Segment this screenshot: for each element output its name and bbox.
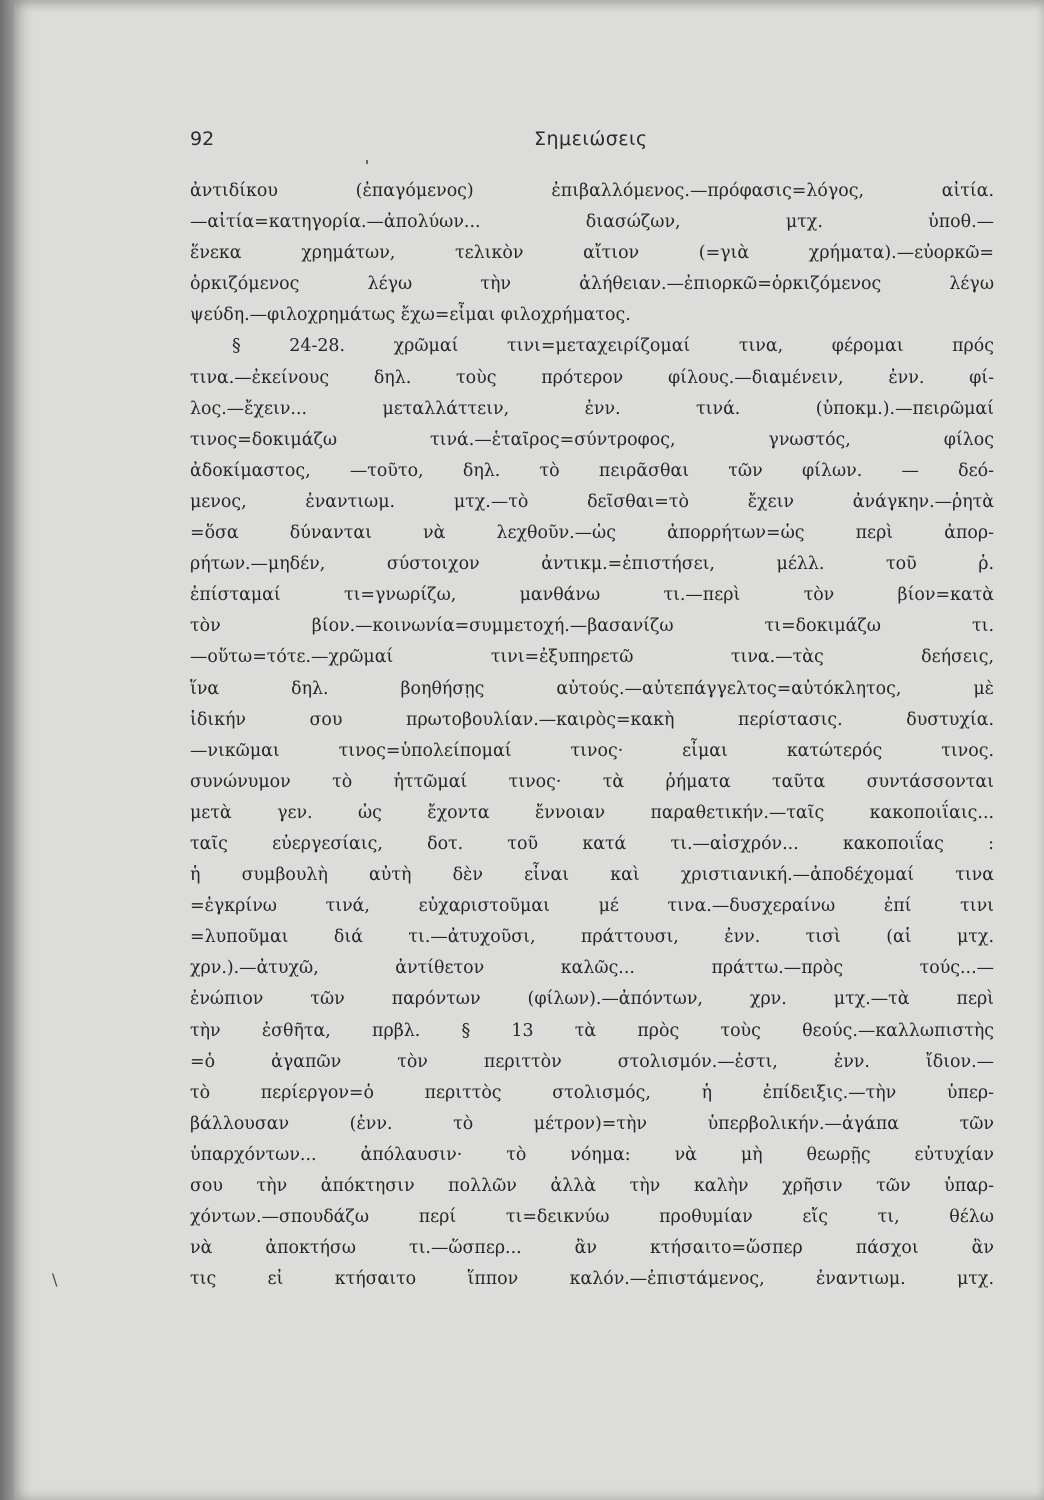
- page-header: [14, 128, 1044, 158]
- text-line: χόντων.—σπουδάζω περί τι=δεικνύω προθυμίαν εἴς τι, θέλω: [190, 1207, 994, 1228]
- text-line: ὁρκιζόμενος λέγω τὴν ἀλήθειαν.—ἐπιορκῶ=ὁρκιζόμενος λέγω: [190, 274, 994, 295]
- text-line: ἀδοκίμαστος, —τοῦτο, δηλ. τὸ πειρᾶσθαι τῶν φίλων. — δεό-: [190, 460, 994, 481]
- text-line: —αἰτία=κατηγορία.—ἀπολύων... διασώζων, μτχ. ὑποθ.—: [190, 212, 994, 233]
- text-line: τὴν ἐσθῆτα, πρβλ. § 13 τὰ πρὸς τοὺς θεούς.—καλλωπιστὴς: [190, 1020, 994, 1041]
- text-line: ἐνώπιον τῶν παρόντων (φίλων).—ἀπόντων, χρν. μτχ.—τὰ περὶ: [190, 989, 994, 1010]
- text-line: ὑπαρχόντων... ἀπόλαυσιν· τὸ νόημα: νὰ μὴ θεωρῇς εὐτυχίαν: [190, 1144, 994, 1165]
- text-line: =ὅσα δύνανται νὰ λεχθοῦν.—ὡς ἀπορρήτων=ὡς περὶ ἀπορ-: [190, 523, 994, 544]
- text-line: λος.—ἔχειν... μεταλλάττειν, ἐνν. τινά. (ὑποκμ.).—πειρῶμαί: [190, 398, 994, 419]
- text-line: μετὰ γεν. ὡς ἔχοντα ἔννοιαν παραθετικήν.—ταῖς κακοποιΐαις...: [190, 802, 994, 823]
- notes-body: [190, 176, 994, 1295]
- text-line: =λυποῦμαι διά τι.—ἀτυχοῦσι, πράττουσι, ἐνν. τισὶ (αἱ μτχ.: [190, 927, 994, 948]
- text-line: ταῖς εὐεργεσίαις, δοτ. τοῦ κατά τι.—αἰσχρόν... κακοποιΐας :: [190, 833, 994, 854]
- text-line: ἐπίσταμαί τι=γνωρίζω, μανθάνω τι.—περὶ τὸν βίον=κατὰ: [190, 585, 994, 606]
- text-line: =ἐγκρίνω τινά, εὐχαριστοῦμαι μέ τινα.—δυσχεραίνω ἐπί τινι: [190, 896, 994, 917]
- text-line: ρήτων.—μηδέν, σύστοιχον ἀντικμ.=ἐπιστήσει, μέλλ. τοῦ ῥ.: [190, 554, 994, 575]
- text-line: τινα.—ἐκείνους δηλ. τοὺς πρότερον φίλους.—διαμένειν, ἐνν. φί-: [190, 367, 994, 388]
- text-line: —νικῶμαι τινος=ὑπολείπομαί τινος· εἶμαι κατώτερός τινος.: [190, 740, 994, 761]
- text-line: τὸ περίεργον=ὁ περιττὸς στολισμός, ἡ ἐπίδειξις.—τὴν ὑπερ-: [190, 1082, 994, 1103]
- text-line: ἕνεκα χρημάτων, τελικὸν αἴτιον (=γιὰ χρήματα).—εὐορκῶ=: [190, 243, 994, 264]
- book-page: [14, 0, 1044, 1500]
- text-line: ἡ συμβουλὴ αὐτὴ δὲν εἶναι καὶ χριστιανική.—ἀποδέχομαί τινα: [190, 865, 994, 886]
- text-line: συνώνυμον τὸ ἡττῶμαί τινος· τὰ ῥήματα ταῦτα συντάσσονται: [190, 771, 994, 792]
- text-line: τινος=δοκιμάζω τινά.—ἑταῖρος=σύντροφος, γνωστός, φίλος: [190, 429, 994, 450]
- text-line: νὰ ἀποκτήσω τι.—ὥσπερ... ἂν κτήσαιτο=ὥσπερ πάσχοι ἂν: [190, 1238, 994, 1259]
- text-line: χρν.).—ἀτυχῶ, ἀντίθετον καλῶς... πράττω.—πρὸς τούς...—: [190, 958, 994, 979]
- page-number: 92: [190, 128, 215, 150]
- text-line: ἵνα δηλ. βοηθήσῃς αὐτούς.—αὐτεπάγγελτος=αὐτόκλητος, μὲ: [190, 678, 994, 699]
- book-spine-shadow: [0, 0, 14, 1500]
- text-line: —οὕτω=τότε.—χρῶμαί τινι=ἐξυπηρετῶ τινα.—τὰς δεήσεις,: [190, 647, 994, 668]
- text-line: μενος, ἐναντιωμ. μτχ.—τὸ δεῖσθαι=τὸ ἔχειν ἀνάγκην.—ῥητὰ: [190, 491, 994, 512]
- text-line: =ὁ ἀγαπῶν τὸν περιττὸν στολισμόν.—ἐστι, ἐνν. ἴδιον.—: [190, 1051, 994, 1072]
- text-line: βάλλουσαν (ἐνν. τὸ μέτρον)=τὴν ὑπερβολικήν.—ἀγάπα τῶν: [190, 1113, 994, 1134]
- text-line: τις εἰ κτήσαιτο ἵππον καλόν.—ἐπιστάμενος, ἐναντιωμ. μτχ.: [190, 1269, 994, 1290]
- text-line: ἰδικήν σου πρωτοβουλίαν.—καιρὸς=κακὴ περίστασις. δυστυχία.: [190, 709, 994, 730]
- text-line: τὸν βίον.—κοινωνία=συμμετοχή.—βασανίζω τι=δοκιμάζω τι.: [190, 616, 994, 637]
- print-speck: [366, 160, 368, 164]
- text-line: ψεύδη.—φιλοχρημάτως ἔχω=εἶμαι φιλοχρήματος.: [190, 305, 631, 326]
- text-line: σου τὴν ἀπόκτησιν πολλῶν ἀλλὰ τὴν καλὴν χρῆσιν τῶν ὑπαρ-: [190, 1176, 994, 1196]
- margin-pencil-mark: \: [52, 1270, 58, 1289]
- text-line: § 24-28. χρῶμαί τινι=μεταχειρίζομαί τινα, φέρομαι πρός: [232, 336, 994, 357]
- running-title: Σημειώσεις: [534, 128, 648, 150]
- text-line: ἀντιδίκου (ἐπαγόμενος) ἐπιβαλλόμενος.—πρόφασις=λόγος, αἰτία.: [190, 181, 994, 201]
